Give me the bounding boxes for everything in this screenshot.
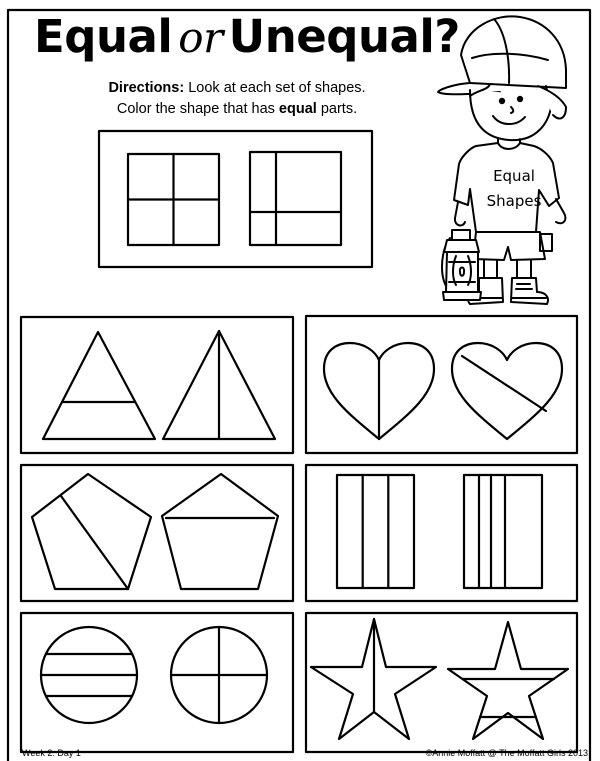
directions-text-1: Look at each set of shapes. [188, 80, 366, 96]
rectangle-box [306, 465, 577, 601]
directions-label: Directions: [108, 80, 185, 96]
title-or: or [178, 13, 223, 62]
title-equal: Equal [34, 10, 173, 63]
star-unequal [448, 622, 568, 739]
heart-box [306, 316, 577, 453]
circle-box [21, 613, 293, 752]
star-box [306, 613, 577, 752]
triangle-box [21, 317, 293, 453]
rectangle-equal-thirds [337, 475, 414, 588]
heart-equal [324, 343, 434, 439]
directions-text-2b: parts. [320, 101, 358, 117]
title-unequal: Unequal? [228, 10, 460, 63]
footer-copyright: ©Annie Moffatt @ The Moffatt Girls 2013 [425, 748, 588, 758]
circle-unequal [41, 627, 137, 723]
star-equal [311, 619, 436, 739]
pentagon-unequal-2 [162, 474, 278, 589]
circle-equal [171, 627, 267, 723]
directions-equal-word: equal [278, 101, 317, 117]
directions-text-2a: Color the shape that has [116, 101, 275, 117]
rectangle-unequal [464, 475, 542, 588]
pentagon-unequal [32, 474, 151, 589]
footer-week-day: Week 2: Day 1 [22, 748, 81, 758]
heart-unequal [452, 343, 562, 439]
boy-in-cap-with-lantern-icon [438, 16, 566, 304]
shirt-text-shapes: Shapes [486, 192, 542, 210]
example-equal-square [128, 154, 219, 245]
triangle-unequal [43, 332, 155, 439]
shirt-text-equal: Equal [493, 167, 535, 185]
example-unequal-square [250, 152, 341, 245]
triangle-equal [163, 331, 275, 439]
pentagon-box [21, 465, 293, 601]
